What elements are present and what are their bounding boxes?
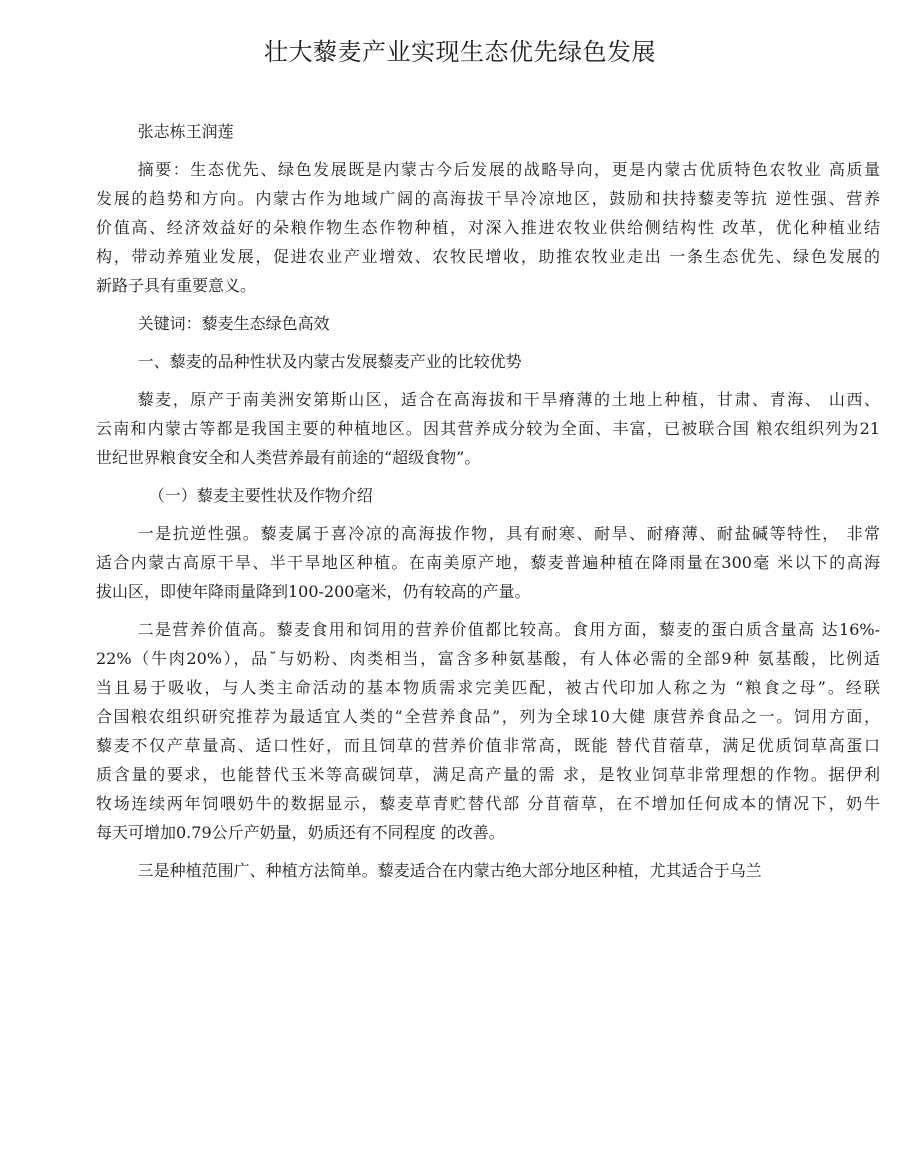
intro-paragraph xyxy=(96,385,880,472)
point2-line: 每天可增加0.79公斤产奶量，奶质还有不同程度 的改善。 xyxy=(96,823,505,842)
authors-line xyxy=(96,117,880,146)
point2-paragraph xyxy=(96,615,880,847)
point1-paragraph xyxy=(96,519,880,606)
abstract-line: 发展的趋势和方向。内蒙古作为地域广阔的高海拔干旱冷凉地区，鼓励和扶持藜麦等抗 逆性强、营养 xyxy=(96,189,880,208)
intro-line: 云南和内蒙古等都是我国主要的种植地区。因其营养成分较为全面、丰富，已被联合国 粮农组织列为21 xyxy=(96,419,880,438)
section-heading-text: 一、藜麦的品种性状及内蒙古发展藜麦产业的比较优势 xyxy=(137,352,522,371)
point2-line: 藜麦不仅产草量高、适口性好，而且饲草的营养价值非常高，既能 替代苜蓿草，满足优质饲草高蛋口 xyxy=(96,736,880,755)
section-heading xyxy=(96,347,880,376)
authors-text: 张志栋王润莲 xyxy=(137,122,234,141)
point2-line: 22%（牛肉20%），品˘与奶粉、肉类相当，富含多种氨基酸，有人体必需的全部9种 氨基酸，比例适 xyxy=(96,649,880,668)
abstract-line: 新路子具有重要意义。 xyxy=(96,276,257,295)
point2-line: 当且易于吸收，与人类主命活动的基本物质需求完美匹配，被古代印加人称之为 “粮食之母”。经联 xyxy=(96,678,880,697)
document-title: 壮大藜麦产业实现生态优先绿色发展 xyxy=(264,38,656,66)
subsection-heading xyxy=(96,481,880,510)
point1-line: 一是抗逆性强。藜麦属于喜冷凉的高海拔作物，具有耐寒、耐旱、耐瘠薄、耐盐碱等特性， 非常 xyxy=(137,524,880,543)
subsection-heading-text: （一）藜麦主要性状及作物介绍 xyxy=(148,486,373,505)
abstract-paragraph xyxy=(96,155,880,300)
point1-line: 适合内蒙古高原干旱、半干旱地区种植。在南美原产地，藜麦普遍种植在降雨量在300毫 米以下的高海 xyxy=(96,553,880,572)
document-body xyxy=(96,117,880,885)
keywords-line xyxy=(96,309,880,338)
point3-paragraph xyxy=(96,856,880,885)
point1-line: 拔山区，即使年降雨量降到100-200毫米，仍有较高的产量。 xyxy=(96,582,531,601)
intro-line: 藜麦，原产于南美洲安第斯山区，适合在高海拔和干旱瘠薄的土地上种植，甘肃、青海、 山西、 xyxy=(137,390,880,409)
abstract-line: 构，带动养殖业发展，促进农业产业增效、农牧民增收，助推农牧业走出 一条生态优先、绿色发展的 xyxy=(96,247,880,266)
point2-line: 牧场连续两年饲喂奶牛的数据显示，藜麦草青贮替代部 分苜蓿草，在不增加任何成本的情况下，奶牛 xyxy=(96,794,880,813)
point2-line: 合国粮农组织研究推荐为最适宜人类的“全营养食品”，列为全球10大健 康营养食品之一。饲用方面， xyxy=(96,707,880,726)
intro-line: 世纪世界粮食安全和人类营养最有前途的“超级食物”。 xyxy=(96,448,481,467)
abstract-line: 价值高、经济效益好的朵粮作物生态作物种植，对深入推进农牧业供给侧结构性 改革，优化种植业结 xyxy=(96,218,880,237)
keywords-text: 关键词：藜麦生态绿色高效 xyxy=(137,314,330,333)
point2-line: 二是营养价值高。藜麦食用和饲用的营养价值都比较高。食用方面，藜麦的蛋白质含量高 达16%- xyxy=(137,620,880,639)
abstract-line: 摘要：生态优先、绿色发展既是内蒙古今后发展的战略导向，更是内蒙古优质特色农牧业 高质量 xyxy=(137,160,880,179)
point3-line: 三是种植范围广、种植方法简单。藜麦适合在内蒙古绝大部分地区种植，尤其适合于乌兰 xyxy=(137,861,762,880)
point2-line: 质含量的要求，也能替代玉米等高碳饲草，满足高产量的需 求，是牧业饲草非常理想的作物。据伊利 xyxy=(96,765,880,784)
